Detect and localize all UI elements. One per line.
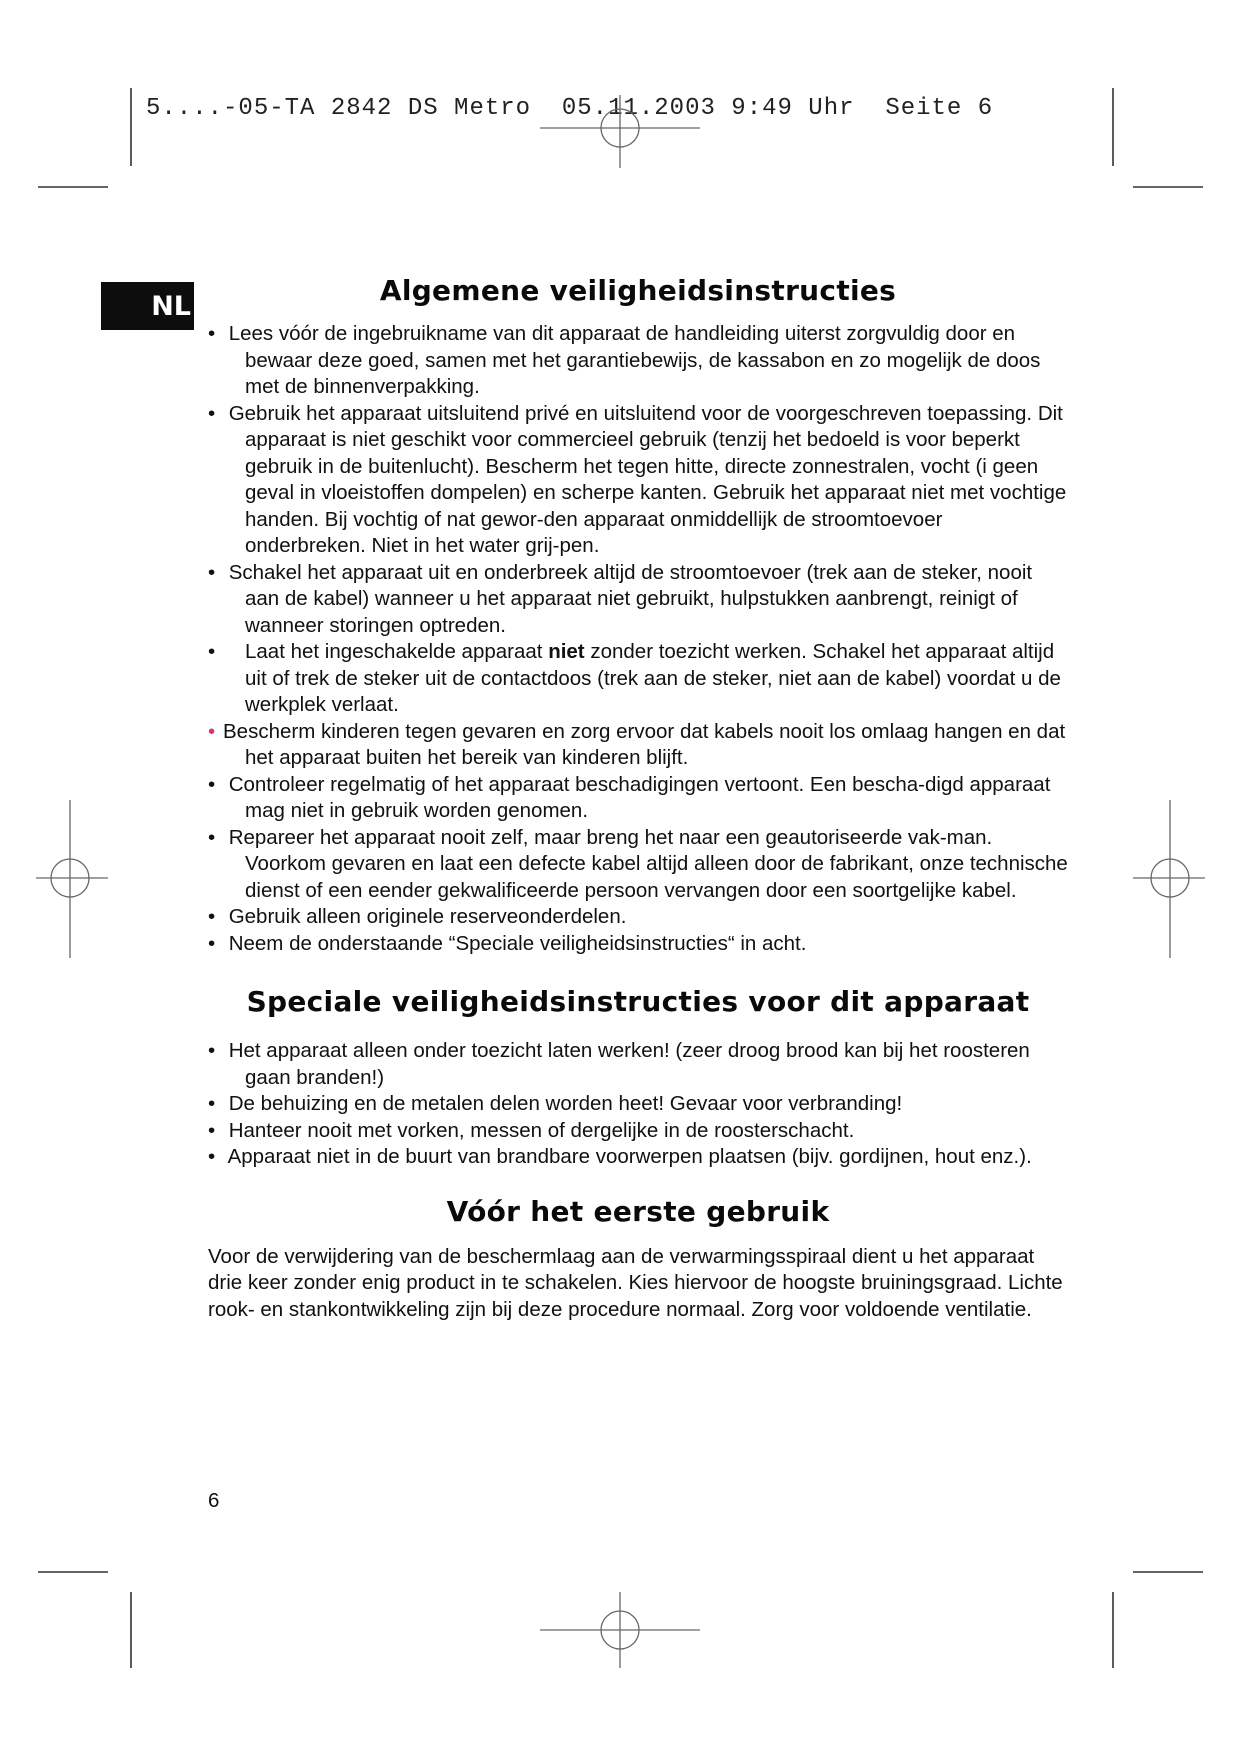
list-item (208, 401, 1068, 560)
special-safety-list (208, 1038, 1068, 1171)
list-item-text: Apparaat niet in de buurt van brandbare voorwerpen plaatsen (bijv. gordijnen, hout enz.). (227, 1145, 1032, 1168)
list-item (208, 1118, 1068, 1145)
bullet: • (208, 401, 216, 425)
bullet: • (208, 772, 216, 796)
list-item-text: Laat het ingeschakelde apparaat (245, 640, 549, 663)
list-item-text: Gebruik het apparaat uitsluitend privé en uitsluitend voor de voorgeschreven toepassing. Dit apparaat is niet geschikt voor commercieel gebruik (tenzij het bedoeld is voor beperkt gebruik in de buitenlucht). Bescherm het tegen hitte, directe zonnestralen, vocht (i geen geval in vloeistoffen dompelen) en scherpe kanten. Gebruik het apparaat niet met vochtige handen. Bij vochtig of nat gewor-den apparaat onmiddellijk de stroomtoevoer onderbreken. Niet in het water grij-pen. (228, 401, 1067, 557)
list-item-text: zonder toezicht werken. Schakel het apparaat altijd uit of trek de steker uit de contactdoos (trek aan de steker, niet aan de kabel) voordat u de werkplek verlaat. (245, 640, 1061, 716)
bullet: • (208, 719, 216, 743)
list-item (208, 1038, 1068, 1091)
bullet: • (208, 931, 216, 955)
list-item (208, 719, 1068, 772)
page-number: 6 (208, 1489, 220, 1512)
list-item (208, 1144, 1068, 1171)
print-slug: 5....-05-TA 2842 DS Metro 05.11.2003 9:49 Uhr Seite 6 (146, 95, 994, 122)
general-safety-list (208, 321, 1068, 957)
list-item (208, 904, 1068, 931)
section-heading-general-safety: Algemene veiligheidsinstructies (379, 274, 897, 307)
main-content (208, 274, 1068, 1323)
list-item-text: Neem de onderstaande “Speciale veiligheidsinstructies“ in acht. (228, 931, 807, 955)
bullet: • (208, 905, 216, 928)
bullet: • (208, 1039, 216, 1062)
list-item (208, 560, 1068, 640)
list-item (208, 1091, 1068, 1118)
bullet: • (208, 1118, 216, 1142)
section-heading-special-safety: Speciale veiligheidsinstructies voor dit apparaat (246, 985, 1030, 1018)
first-use-paragraph: Voor de verwijdering van de beschermlaag aan de verwarmingsspiraal dient u het apparaat drie keer zonder enig product in te schakelen. Kies hiervoor de hoogste bruiningsgraad. Lichte rook- en stankontwikkeling zijn bij deze procedure normaal. Zorg voor voldoende ventilatie. (208, 1244, 1063, 1321)
list-item (208, 321, 1068, 401)
language-tab: NL (101, 282, 194, 330)
section-heading-first-use: Vóór het eerste gebruik (446, 1194, 830, 1228)
bullet: • (208, 640, 216, 663)
list-item-text: Schakel het apparaat uit en onderbreek altijd de stroomtoevoer (trek aan de steker, nooit aan de kabel) wanneer u het apparaat niet gebruikt, hulpstukken aanbrengt, reinigt of wanneer storingen optreden. (228, 560, 1033, 637)
registration-mark-left (36, 800, 108, 958)
bullet: • (208, 560, 216, 584)
bullet: • (208, 825, 216, 849)
list-item-text: Gebruik alleen originele reserveonderdelen. (228, 905, 627, 928)
list-item-text: Lees vóór de ingebruikname van dit apparaat de handleiding uiterst zorgvuldig door en bewaar deze goed, samen met het garantiebewijs, de kassabon en zo mogelijk de doos met de binnenverpakking. (228, 322, 1041, 398)
list-item (208, 825, 1068, 905)
list-item (208, 931, 1068, 958)
emphasis-text: niet (548, 640, 585, 663)
list-item-text: De behuizing en de metalen delen worden heet! Gevaar voor verbranding! (228, 1092, 903, 1115)
registration-mark-bottom (540, 1592, 700, 1668)
list-item (208, 639, 1068, 719)
list-item-text: Controleer regelmatig of het apparaat beschadigingen vertoont. Een bescha-digd apparaat mag niet in gebruik worden genomen. (228, 772, 1051, 822)
list-item-text: Het apparaat alleen onder toezicht laten werken! (zeer droog brood kan bij het roosteren gaan branden!) (228, 1039, 1030, 1089)
registration-mark-right (1133, 800, 1205, 958)
bullet: • (208, 1092, 216, 1115)
list-item-text: Repareer het apparaat nooit zelf, maar breng het naar een geautoriseerde vak-man. Voorkom gevaren en laat een defecte kabel altijd alleen door de fabrikant, onze technische dienst of een eender gekwalificeerde persoon vervangen door een soortgelijke kabel. (228, 825, 1068, 902)
bullet: • (208, 322, 216, 345)
list-item-text: Bescherm kinderen tegen gevaren en zorg ervoor dat kabels nooit los omlaag hangen en dat het apparaat buiten het bereik van kinderen blijft. (223, 719, 1066, 769)
list-item (208, 772, 1068, 825)
bullet: • (208, 1145, 216, 1168)
list-item-text: Hanteer nooit met vorken, messen of dergelijke in de roosterschacht. (228, 1118, 855, 1142)
